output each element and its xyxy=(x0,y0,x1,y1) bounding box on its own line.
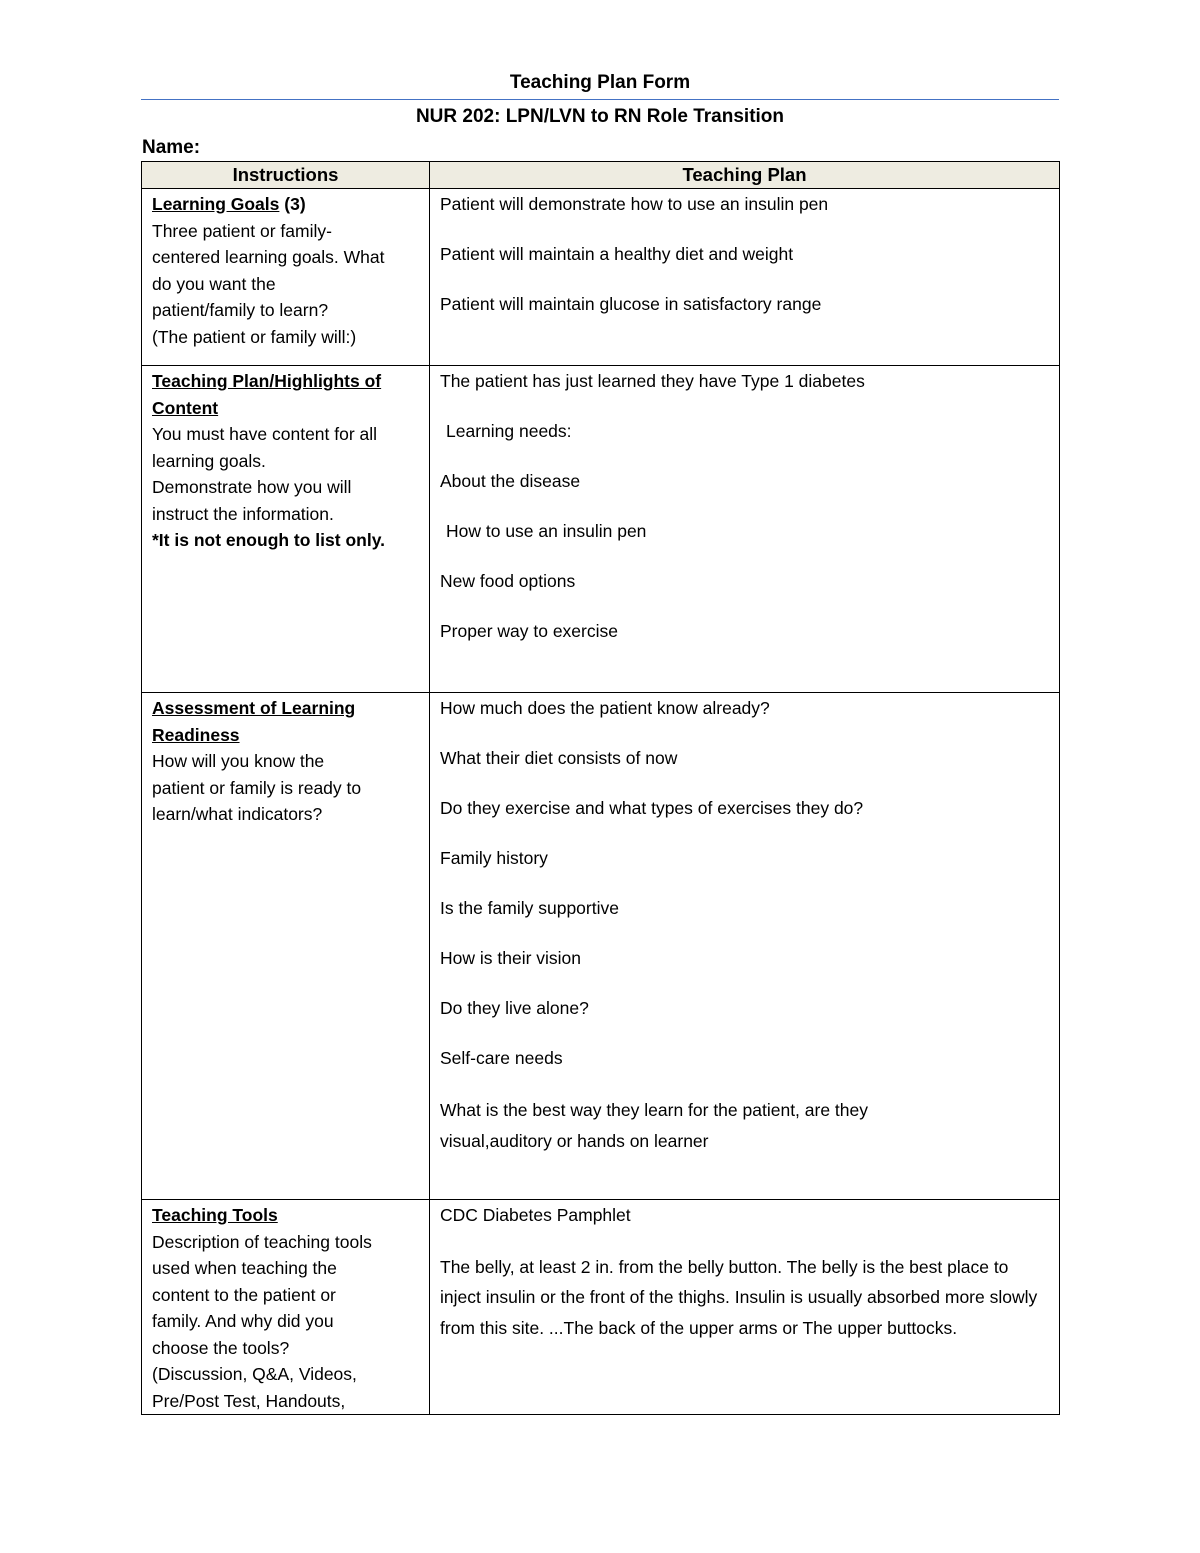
instruction-line: Three patient or family- xyxy=(152,220,332,241)
row-heading-line2: Content xyxy=(152,397,219,418)
instruction-line: (The patient or family will:) xyxy=(152,326,357,347)
plan-line: Self-care needs xyxy=(440,1048,563,1068)
instruction-line: instruct the information. xyxy=(152,503,334,524)
row-heading: Teaching Plan/Highlights of xyxy=(152,371,382,391)
plan-line: Proper way to exercise xyxy=(440,621,618,641)
title-divider xyxy=(141,99,1059,100)
table-row-learning-goals xyxy=(142,189,1060,366)
course-subtitle: NUR 202: LPN/LVN to RN Role Transition xyxy=(415,106,785,127)
table-row-assessment xyxy=(142,693,1060,1200)
instructions-cell xyxy=(142,1200,430,1415)
form-title: Teaching Plan Form xyxy=(509,72,691,93)
plan-line: visual,auditory or hands on learner xyxy=(440,1130,709,1151)
row-heading: Learning Goals xyxy=(152,194,280,214)
plan-line: Patient will maintain a healthy diet and weight xyxy=(440,244,794,264)
row-heading: Assessment of Learning xyxy=(152,698,356,718)
plan-cell xyxy=(430,366,1060,693)
instruction-line: Description of teaching tools xyxy=(152,1231,372,1252)
instruction-emphasis: *It is not enough to list only. xyxy=(152,530,385,550)
instruction-line: used when teaching the xyxy=(152,1258,337,1278)
instruction-line: family. And why did you xyxy=(152,1311,334,1331)
plan-line: Do they exercise and what types of exercises they do? xyxy=(440,798,864,818)
instruction-line: (Discussion, Q&A, Videos, xyxy=(152,1364,357,1384)
plan-line: New food options xyxy=(440,571,576,591)
plan-line: Is the family supportive xyxy=(440,898,619,918)
plan-cell xyxy=(430,189,1060,366)
instruction-line: patient or family is ready to xyxy=(152,777,362,798)
plan-line: The patient has just learned they have Type 1 diabetes xyxy=(440,371,865,391)
instruction-line: How will you know the xyxy=(152,751,325,771)
row-heading-line2: Readiness xyxy=(152,724,240,745)
instructions-cell xyxy=(142,189,430,366)
instruction-line: Demonstrate how you will xyxy=(152,477,352,497)
row-heading-suffix: (3) xyxy=(279,194,306,214)
plan-line: What their diet consists of now xyxy=(440,748,678,768)
plan-line: How to use an insulin pen xyxy=(446,521,647,541)
plan-line: How much does the patient know already? xyxy=(440,698,770,718)
plan-line: Do they live alone? xyxy=(440,998,589,1018)
instructions-cell xyxy=(142,693,430,1200)
instruction-line: learning goals. xyxy=(152,450,266,471)
plan-line: Patient will maintain glucose in satisfactory range xyxy=(440,294,822,314)
plan-cell xyxy=(430,1200,1060,1415)
instruction-line: centered learning goals. What xyxy=(152,247,385,267)
plan-line: Family history xyxy=(440,848,548,868)
instruction-line: choose the tools? xyxy=(152,1337,290,1358)
teaching-plan-table xyxy=(141,161,1060,1415)
table-row-teaching-tools xyxy=(142,1200,1060,1415)
name-label: Name: xyxy=(142,137,201,158)
table-header-row xyxy=(142,162,1060,189)
instruction-line: learn/what indicators? xyxy=(152,804,323,824)
instruction-line: You must have content for all xyxy=(152,424,378,444)
instruction-line: Pre/Post Test, Handouts, xyxy=(152,1390,346,1411)
instruction-line: content to the patient or xyxy=(152,1284,336,1305)
plan-line: Learning needs: xyxy=(446,421,572,441)
plan-paragraph: The belly, at least 2 in. from the belly button. The belly is the best place to inject insulin or the front of the thighs. Insulin is usually absorbed more slowly from this site. ...The back of the upper arms or The upper buttocks. xyxy=(440,1256,1038,1338)
plan-line: CDC Diabetes Pamphlet xyxy=(440,1205,631,1225)
plan-line: How is their vision xyxy=(440,948,582,968)
plan-cell xyxy=(430,693,1060,1200)
instruction-line: patient/family to learn? xyxy=(152,300,329,320)
instructions-cell xyxy=(142,366,430,693)
plan-line: What is the best way they learn for the patient, are they xyxy=(440,1100,869,1120)
table-row-teaching-plan xyxy=(142,366,1060,693)
teaching-plan-column-header: Teaching Plan xyxy=(430,162,1060,189)
row-heading: Teaching Tools xyxy=(152,1205,278,1225)
instructions-column-header: Instructions xyxy=(142,162,430,189)
plan-line: About the disease xyxy=(440,471,581,491)
plan-line: Patient will demonstrate how to use an insulin pen xyxy=(440,194,829,214)
instruction-line: do you want the xyxy=(152,273,276,294)
